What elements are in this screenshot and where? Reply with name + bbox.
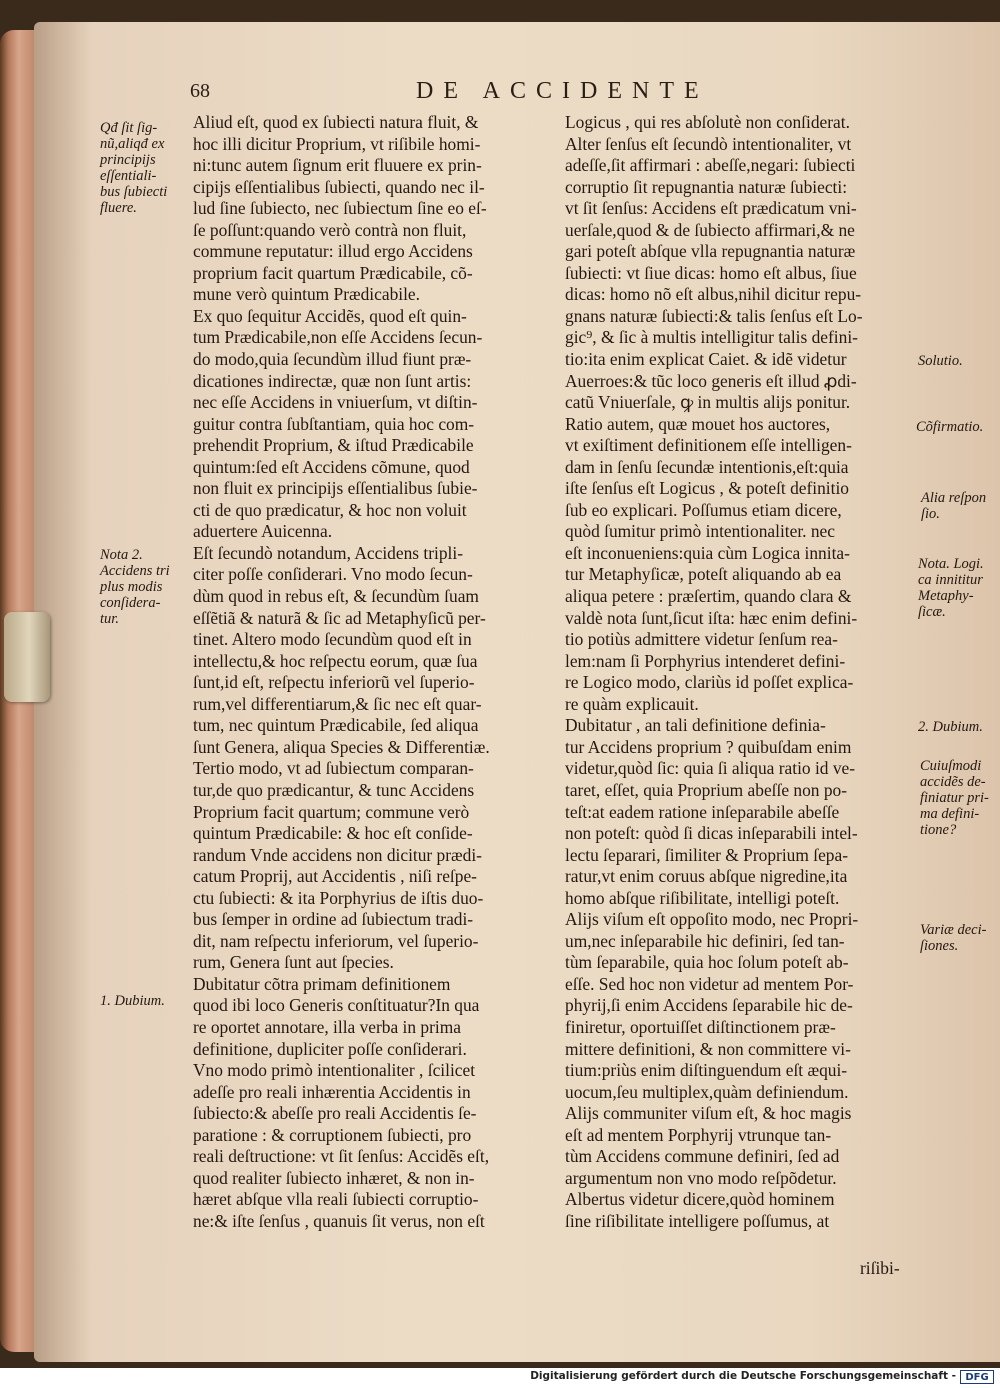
text-line: finiretur, oportuiſſet diſtinctionem præ- <box>565 1016 836 1037</box>
text-line: dùm quod in rebus eſt, & ſecundùm ſuam <box>193 586 479 607</box>
text-line: eſſentiali- <box>100 168 157 184</box>
right-margin-note-solutio <box>918 353 963 369</box>
text-line: citer poſſe conſiderari. Vno modo ſecun- <box>193 564 473 585</box>
text-line: cipijs eſſentialibus ſubiecti, quando nec il- <box>193 176 485 197</box>
text-line: re Logico modo, clariùs id poſſet explica- <box>565 672 854 693</box>
text-line: Solutio. <box>918 353 963 369</box>
text-line: valdè nota ſunt,ſicut iſta: hæc enim defini- <box>565 607 858 628</box>
text-line: Alter ſenſus eſt ſecundò intentionaliter, vt <box>565 133 852 154</box>
text-line: rum, Genera ſunt aut ſpecies. <box>193 952 394 973</box>
text-line: adeſſe pro reali inhærentia Accidentis in <box>193 1081 471 1102</box>
right-margin-note-dubium-2 <box>918 719 983 735</box>
text-line: Accidens tri <box>100 563 170 579</box>
text-line: uerſale,quod & de ſubiecto affirmari,& ne <box>565 219 855 240</box>
text-line: Cõfirmatio. <box>916 419 984 435</box>
text-line: Alijs communiter viſum eſt, & hoc magis <box>565 1103 852 1124</box>
text-line: 2. Dubium. <box>918 719 983 735</box>
left-text-column <box>193 112 551 1232</box>
text-line: Nota. Logi. <box>918 556 984 572</box>
text-line: argumentum non vno modo reſpõdetur. <box>565 1167 837 1188</box>
text-line: Dubitatur , an tali definitione definia- <box>565 715 826 736</box>
text-line: Ex quo ſequitur Accidẽs, quod eſt quin- <box>193 305 467 326</box>
left-margin-note-dubium <box>100 993 165 1009</box>
text-line: tum, nec quintum Prædicabile, ſed aliqua <box>193 715 479 736</box>
text-line: 1. Dubium. <box>100 993 165 1009</box>
text-line: catum Proprij, aut Accidentis , niſi reſpe- <box>193 866 477 887</box>
text-line: cti de quo prædicatur, & hoc non voluit <box>193 499 467 520</box>
text-line: eſſẽtiã & naturã & ſic ad Metaphyſicũ per- <box>193 607 486 628</box>
text-line: ratur,vt enim coruus abſque nigredine,ita <box>565 866 848 887</box>
text-line: do modo,quia ſecundùm illud fiunt præ- <box>193 349 472 370</box>
text-line: quod realiter ſubiecto inhæret, & non in- <box>193 1167 475 1188</box>
text-line: tio potiùs admittere videtur ſenſum rea- <box>565 629 838 650</box>
text-line: ſunt Genera, aliqua Species & Differentiæ. <box>193 736 490 757</box>
text-line: non poteſt: quòd ſi dicas inſeparabili intel- <box>565 823 858 844</box>
text-line: bus ſubiecti <box>100 184 168 200</box>
page-header <box>190 78 720 108</box>
text-line: Proprium facit quartum; commune verò <box>193 801 470 822</box>
text-line: quòd ſumitur primò intentionaliter. nec <box>565 521 835 542</box>
text-line: Vno modo primò intentionaliter , ſcilicet <box>193 1060 476 1081</box>
text-line: videtur,quòd ſic: quia ſi aliqua ratio id ve- <box>565 758 856 779</box>
text-line: quintum:ſed eſt Accidens cõmune, quod <box>193 456 470 477</box>
text-line: intellectu,& hoc reſpectu eorum, quæ ſua <box>193 650 478 671</box>
text-line: vt ſit ſenſus: Accidens eſt prædicatum vni- <box>565 198 857 219</box>
text-line: conſidera- <box>100 595 161 611</box>
text-line: ſubiecto:& abeſſe pro reali Accidentis ſe- <box>193 1103 477 1124</box>
text-line: hoc illi dicitur Proprium, vt riſibile homi- <box>193 133 481 154</box>
book-clasp <box>4 612 50 702</box>
text-line: randum Vnde accidens non dicitur prædi- <box>193 844 482 865</box>
running-title: DE ACCIDENTE <box>416 78 709 104</box>
text-line: Cuiuſmodi <box>920 758 982 774</box>
page-number: 68 <box>190 80 210 102</box>
text-line: Aliud eſt, quod ex ſubiecti natura fluit, & <box>193 112 479 132</box>
text-line: tùm Accidens commune definiri, ſed ad <box>565 1146 840 1167</box>
text-line: quod ibi loco Generis conſtituatur?In qua <box>193 995 480 1016</box>
text-line: mune verò quintum Prædicabile. <box>193 284 421 305</box>
text-line: eſſe. Sed hoc non videtur ad mentem Por- <box>565 973 854 994</box>
text-line: gic⁹, & ſic à multis intelligitur talis defini- <box>565 327 858 348</box>
right-margin-note-alia-responsio <box>921 490 986 522</box>
text-line: fluere. <box>100 200 137 216</box>
text-line: lectu ſeparari, ſimiliter & Proprium ſepa- <box>565 844 848 865</box>
text-line: eſt ad mentem Porphyrij vtrunque tan- <box>565 1124 832 1145</box>
text-line: Logicus , qui res abſolutè non conſiderat. <box>565 112 850 132</box>
text-line: ſicæ. <box>918 604 946 620</box>
text-line: iſte ſenſus eſt Logicus , & poteſt definitio <box>565 478 849 499</box>
text-line: Eſt ſecundò notandum, Accidens tripli- <box>193 542 463 563</box>
text-line: paratione : & corruptionem ſubiecti, pro <box>193 1124 472 1145</box>
text-line: prehendit Proprium, & iſtud Prædicabile <box>193 435 474 456</box>
text-line: tur Metaphyſicæ, poteſt aliquando ab ea <box>565 564 842 585</box>
text-line: non fluit ex principijs eſſentialibus ſubie- <box>193 478 478 499</box>
text-line: reali deſtructione: vt ſit ſenſus: Accidẽs eſt, <box>193 1146 490 1167</box>
right-text-column <box>565 112 915 1232</box>
text-line: ne:& iſte ſenſus , quanuis ſit verus, non eſt <box>193 1210 485 1231</box>
text-line: ma defini- <box>920 806 980 822</box>
text-line: ſub eo explicari. Poſſumus etiam dicere, <box>565 499 842 520</box>
text-line: definitione, dupliciter poſſe conſiderari. <box>193 1038 467 1059</box>
text-line: tium:priùs enim diſtinguendum eſt æqui- <box>565 1060 848 1081</box>
text-line: rum,vel differentiarum,& ſic nec eſt quar- <box>193 693 482 714</box>
text-line: teſt:at eadem ratione inſeparabile abeſſe <box>565 801 840 822</box>
text-line: tum Prædicabile,non eſſe Accidens ſecun- <box>193 327 483 348</box>
text-line: nũ,aliqđ ex <box>100 136 165 152</box>
text-line: Nota 2. <box>100 547 143 563</box>
text-line: taret, eſſet, quia Proprium abeſſe non po- <box>565 779 848 800</box>
text-line: eſt inconueniens:quia cùm Logica innita- <box>565 542 850 563</box>
text-line: ſiones. <box>920 938 959 954</box>
text-line: Auerroes:& tũc loco generis eſt illud ꝓdi- <box>565 370 857 391</box>
right-margin-note-cuiusmodi <box>920 758 989 838</box>
text-line: dam in ſenſu ſecundæ intentionis,eſt:quia <box>565 456 849 477</box>
left-margin-note-sign <box>100 120 167 216</box>
text-line: homo abſque riſibilitate, intelligi poteſt. <box>565 887 840 908</box>
right-margin-note-confirmatio <box>916 419 983 435</box>
text-line: ni:tunc autem ſignum erit fluuere ex prin- <box>193 155 482 176</box>
text-line: Albertus videtur dicere,quòd hominem <box>565 1189 835 1210</box>
footer-credit: Digitalisierung gefördert durch die Deutsche Forschungsgemeinschaft - <box>530 1370 956 1382</box>
left-margin-note-nota <box>100 547 170 627</box>
text-line: tinet. Altero modo ſecundùm quod eſt in <box>193 629 472 650</box>
text-line: aduertere Auicenna. <box>193 521 333 542</box>
right-margin-note-variae <box>920 922 986 954</box>
text-line: commune reputatur: illud ergo Accidens <box>193 241 473 262</box>
text-line: dit, nam reſpectu inferiorum, vel ſuperio- <box>193 930 479 951</box>
text-line: Dubitatur cõtra primam definitionem <box>193 973 451 994</box>
text-line: adeſſe,ſit affirmari : abeſſe,negari: ſubiecti <box>565 155 856 176</box>
text-line: gnans naturæ ſubiecti:& talis ſenſus eſt Lo- <box>565 305 863 326</box>
text-line: quintum Prædicabile: & hoc eſt conſide- <box>193 823 473 844</box>
text-line: proprium facit quartum Prædicabile, cõ- <box>193 262 473 283</box>
text-line: tio:ita enim explicat Caiet. & idẽ videtur <box>565 349 847 370</box>
text-line: ſubiecti: vt ſiue dicas: homo eſt albus, ſiue <box>565 262 857 283</box>
text-line: lud ſine ſubiecto, nec ſubiectum ſine eo eſ- <box>193 198 487 219</box>
text-line: re quàm explicauit. <box>565 693 699 714</box>
text-line: Alijs viſum eſt oppoſito modo, nec Propri- <box>565 909 859 930</box>
text-line: dicas: homo nõ eſt albus,nihil dicitur repu- <box>565 284 862 305</box>
text-line: Metaphy- <box>918 588 974 604</box>
text-line: tùm ſeparabile, quia hoc ſolum poteſt ab- <box>565 952 849 973</box>
text-line: principijs <box>100 152 156 168</box>
text-line: finiatur pri- <box>920 790 989 806</box>
digitization-footer <box>0 1368 1000 1388</box>
text-line: Qđ ſit ſig- <box>100 120 158 136</box>
text-line: Tertio modo, vt ad ſubiectum comparan- <box>193 758 474 779</box>
text-line: ſio. <box>921 506 940 522</box>
text-line: vt exiſtiment definitionem eſſe intelligen- <box>565 435 852 456</box>
text-line: tur Accidens proprium ? quibuſdam enim <box>565 736 852 757</box>
text-line: um,nec inſeparabile hic definiri, ſed tan- <box>565 930 845 951</box>
text-line: ſine riſibilitate intelligere poſſumus, at <box>565 1210 830 1231</box>
text-line: re oportet annotare, illa verba in prima <box>193 1016 461 1037</box>
right-margin-note-nota-logica <box>918 556 984 620</box>
text-line: tione? <box>920 822 957 838</box>
text-line: accidẽs de- <box>920 774 986 790</box>
text-line: aliqua petere : præſertim, quando clara & <box>565 586 852 607</box>
text-line: nec eſſe Accidens in vniuerſum, vt diſtin- <box>193 392 478 413</box>
text-line: dicationes indirectæ, quæ non ſunt artis: <box>193 370 472 391</box>
text-line: uocum,ſeu multiplex,quàm definiendum. <box>565 1081 849 1102</box>
text-line: Ratio autem, quæ mouet hos auctores, <box>565 413 831 434</box>
text-line: catũ Vniuerſale, ꝙ in multis alijs ponitur. <box>565 392 851 413</box>
text-line: corruptio ſit repugnantia naturæ ſubiecti: <box>565 176 848 197</box>
text-line: Alia reſpon <box>921 490 987 506</box>
text-line: ſunt,id eſt, reſpectu inferiorũ vel ſuperio- <box>193 672 475 693</box>
text-line: guitur contra ſubſtantiam, quia hoc com- <box>193 413 475 434</box>
text-line: tur,de quo prædicantur, & tunc Accidens <box>193 779 475 800</box>
text-line: tur. <box>100 611 119 627</box>
text-line: bus ſemper in ordine ad ſubiectum tradi- <box>193 909 474 930</box>
text-line: hæret abſque vlla reali ſubiecti corruptio- <box>193 1189 479 1210</box>
text-line: ſe poſſunt:quando verò contrà non fluit, <box>193 219 467 240</box>
text-line: ctu ſubiecti: & ita Porphyrius de iſtis duo- <box>193 887 484 908</box>
text-line: phyrij,ſi enim Accidens ſeparabile hic de- <box>565 995 853 1016</box>
text-line: gari poteſt abſque vlla repugnantia naturæ <box>565 241 856 262</box>
text-line: lem:nam ſi Porphyrius intenderet defini- <box>565 650 846 671</box>
text-line: Variæ deci- <box>920 922 987 938</box>
text-line: mittere definitioni, & non committere vi- <box>565 1038 851 1059</box>
text-line: plus modis <box>100 579 163 595</box>
dfg-logo: DFG <box>960 1370 994 1384</box>
catchword: riſibi- <box>860 1258 900 1278</box>
text-line: ca innititur <box>918 572 983 588</box>
